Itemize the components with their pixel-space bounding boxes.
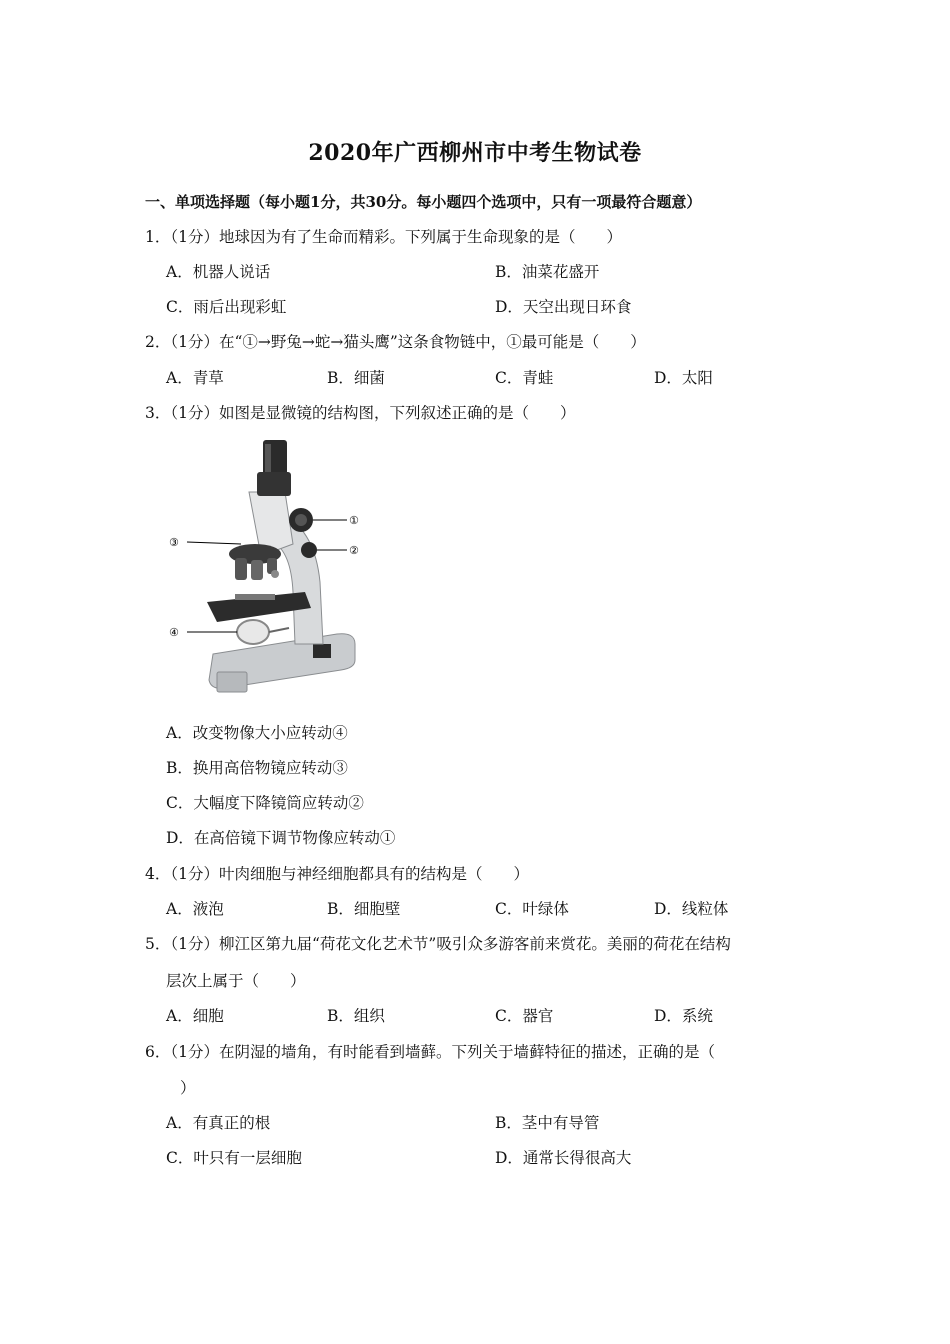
- figure-label-2: ②: [349, 544, 359, 557]
- question-5-option-d: D．系统: [654, 1007, 713, 1025]
- question-1-option-c: C．雨后出现彩虹: [166, 298, 287, 316]
- question-1-option-d: D．天空出现日环食: [495, 298, 632, 316]
- question-4-option-b: B．细胞壁: [327, 900, 401, 918]
- question-6-stem-line2: ）: [180, 1079, 196, 1097]
- question-4-stem: 4．（1分）叶肉细胞与神经细胞都具有的结构是（ ）: [145, 865, 529, 883]
- question-4-option-a: A．液泡: [166, 900, 224, 918]
- question-6-option-b: B．茎中有导管: [495, 1114, 600, 1132]
- question-6-stem-line1: 6．（1分）在阴湿的墙角，有时能看到墙藓。下列关于墙藓特征的描述，正确的是（: [145, 1043, 715, 1061]
- microscope-figure: [165, 432, 380, 702]
- figure-label-3: ③: [169, 536, 179, 549]
- question-4-option-d: D．线粒体: [654, 900, 729, 918]
- question-3-option-d: D．在高倍镜下调节物像应转动①: [166, 829, 396, 847]
- question-4-option-c: C．叶绿体: [495, 900, 569, 918]
- question-5-option-b: B．组织: [327, 1007, 385, 1025]
- question-5-option-c: C．器官: [495, 1007, 554, 1025]
- question-1-option-b: B．油菜花盛开: [495, 263, 600, 281]
- question-2-option-c: C．青蛙: [495, 369, 554, 387]
- question-3-option-b: B．换用高倍物镜应转动③: [166, 759, 348, 777]
- page-title: 2020年广西柳州市中考生物试卷: [308, 140, 642, 166]
- question-3-stem: 3．（1分）如图是显微镜的结构图，下列叙述正确的是（ ）: [145, 404, 576, 422]
- question-6-option-c: C．叶只有一层细胞: [166, 1149, 302, 1167]
- question-3-option-c: C．大幅度下降镜筒应转动②: [166, 794, 364, 812]
- question-6-option-d: D．通常长得很高大: [495, 1149, 632, 1167]
- question-5-stem-line2: 层次上属于（ ）: [166, 972, 306, 990]
- question-2-option-b: B．细菌: [327, 369, 385, 387]
- question-3-option-a: A．改变物像大小应转动④: [166, 724, 348, 742]
- microscope-diagram: [165, 432, 380, 702]
- section-heading: 一、单项选择题（每小题1分，共30分。每小题四个选项中，只有一项最符合题意）: [145, 193, 702, 211]
- question-2-option-d: D．太阳: [654, 369, 713, 387]
- figure-label-1: ①: [349, 514, 359, 527]
- question-1-option-a: A．机器人说话: [166, 263, 271, 281]
- question-2-stem: 2．（1分）在“①→野兔→蛇→猫头鹰”这条食物链中，①最可能是（ ）: [145, 333, 646, 351]
- question-6-option-a: A．有真正的根: [166, 1114, 271, 1132]
- question-2-option-a: A．青草: [166, 369, 224, 387]
- question-5-stem-line1: 5．（1分）柳江区第九届“荷花文化艺术节”吸引众多游客前来赏花。美丽的荷花在结构: [145, 935, 731, 953]
- question-1-stem: 1．（1分）地球因为有了生命而精彩。下列属于生命现象的是（ ）: [145, 228, 622, 246]
- question-5-option-a: A．细胞: [166, 1007, 224, 1025]
- figure-label-4: ④: [169, 626, 179, 639]
